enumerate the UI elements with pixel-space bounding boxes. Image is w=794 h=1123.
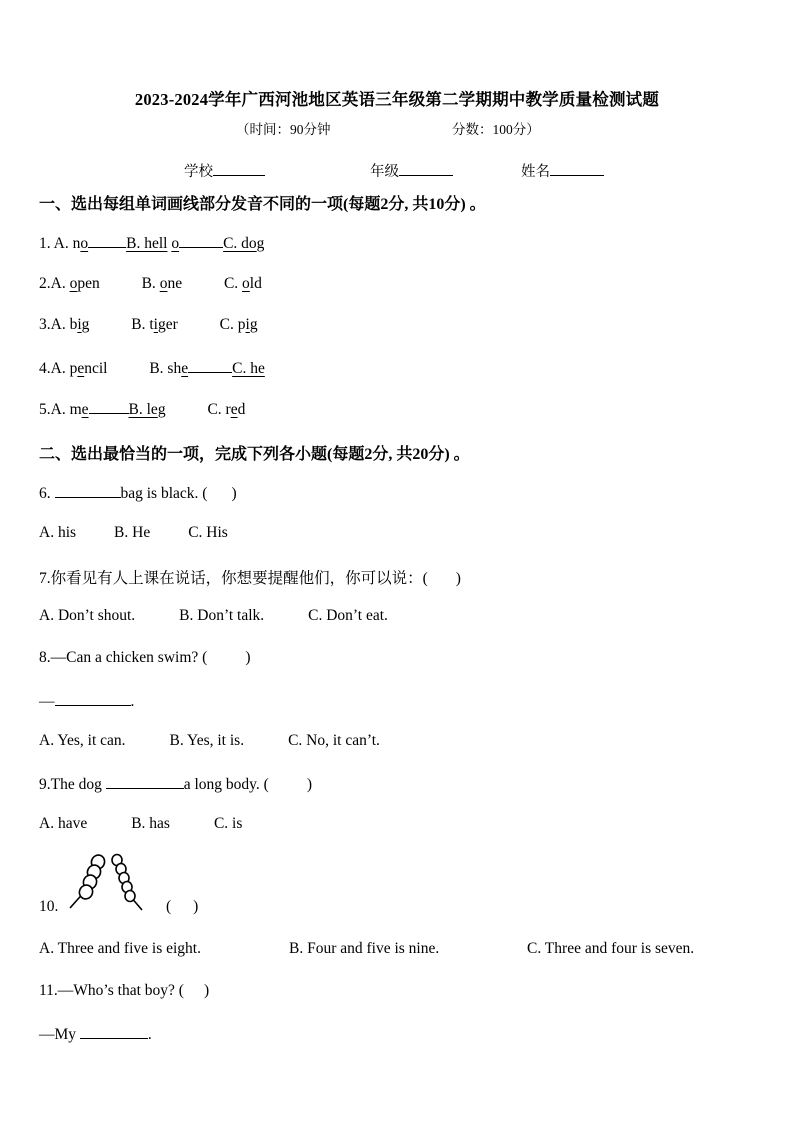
q3-option-b-underline: i — [153, 316, 158, 333]
q1-option-b-underline: o — [171, 235, 180, 252]
q8-answer-line — [39, 691, 134, 711]
q10-parens — [166, 898, 198, 916]
q4-option-b: B. sh — [149, 360, 182, 377]
q7-close-paren: ) — [455, 570, 461, 587]
q3-option-c-rest: g — [249, 316, 258, 333]
q1-option-c-underline: o — [248, 235, 257, 252]
q6-option-c: C. His — [188, 524, 228, 541]
q6-option-a: A. his — [39, 524, 77, 541]
q8-options — [39, 732, 380, 750]
q9-close-paren: ) — [306, 776, 312, 793]
q11-blank — [80, 1024, 148, 1039]
name-label: 姓名 — [521, 164, 550, 180]
question-9 — [39, 774, 312, 794]
q11-period: . — [147, 1026, 152, 1043]
q5-option-a-underline: e — [81, 401, 89, 418]
q2-option-b: B. — [141, 275, 160, 292]
q10-option-a: A. Three and five is eight. — [39, 940, 201, 957]
q6-option-b: B. He — [114, 524, 151, 541]
q5-option-c-underline: e — [230, 401, 238, 418]
q10-option-c: C. Three and four is seven. — [527, 940, 695, 957]
q1-option-c-rest: g — [256, 235, 265, 252]
q3-option-a: A. b — [50, 316, 78, 333]
q2-option-c-rest: ld — [249, 275, 262, 292]
question-3 — [39, 316, 258, 334]
question-1 — [39, 233, 264, 253]
q6-number: 6. — [39, 485, 55, 502]
q11-close-paren: ) — [203, 982, 210, 999]
q6-stem: bag is black. ( — [120, 485, 208, 502]
school-field — [184, 160, 265, 181]
q5-number: 5. — [39, 401, 51, 418]
q10-close-paren: ) — [193, 898, 199, 915]
q10-option-b: B. Four and five is nine. — [289, 940, 440, 957]
q9-option-a: A. have — [39, 815, 88, 832]
score-info: 分数：100分） — [452, 122, 540, 137]
q7-option-b: B. Don’t talk. — [179, 607, 265, 624]
q9-option-b: B. has — [131, 815, 170, 832]
question-5 — [39, 399, 245, 419]
q1-option-b: B. hell — [126, 235, 168, 252]
q9-options — [39, 815, 242, 833]
q9-blank — [106, 774, 184, 789]
question-2 — [39, 275, 262, 293]
q3-option-c-underline: i — [245, 316, 250, 333]
q8-close-paren: ) — [245, 649, 251, 666]
q2-number: 2. — [39, 275, 51, 292]
q11-answer-start: —My — [39, 1026, 80, 1043]
q3-option-b: B. t — [131, 316, 154, 333]
q4-option-a: A. p — [50, 360, 78, 377]
q6-blank — [55, 483, 121, 498]
question-7 — [39, 566, 461, 588]
q9-option-c: C. is — [213, 815, 243, 832]
q4-option-c-underline: e — [257, 360, 265, 377]
q2-option-c: C. — [223, 275, 243, 292]
q3-option-c: C. p — [219, 316, 246, 333]
q5-option-b: B. l — [128, 401, 151, 418]
skewer-right-icon — [112, 855, 142, 911]
q3-option-b-rest: ger — [157, 316, 178, 333]
q8-option-c: C. No, it can’t. — [288, 732, 380, 749]
grade-blank — [399, 161, 453, 176]
school-label: 学校 — [184, 164, 213, 180]
q3-number: 3. — [39, 316, 51, 333]
q2-option-c-underline: o — [242, 275, 250, 292]
q8-period: . — [130, 693, 135, 710]
q9-stem-start: 9.The dog — [39, 776, 106, 793]
q8-option-b: B. Yes, it is. — [169, 732, 245, 749]
q10-open-paren: ( — [166, 898, 172, 915]
q1-option-c: C. d — [223, 235, 249, 252]
q2-option-a-underline: o — [69, 275, 78, 292]
question-4 — [39, 358, 265, 378]
q5-option-a: A. m — [50, 401, 82, 418]
q11-answer-line — [39, 1024, 152, 1044]
q7-option-c: C. Don’t eat. — [308, 607, 388, 624]
time-info: （时间：90分钟 — [236, 122, 331, 137]
question-8 — [39, 649, 250, 667]
skewer-left-icon — [70, 853, 107, 908]
school-blank — [213, 161, 265, 176]
name-field — [521, 160, 604, 181]
q7-options — [39, 607, 388, 625]
q8-dash: — — [39, 693, 55, 710]
q1-option-a-underline: o — [80, 235, 89, 252]
q6-options — [39, 524, 228, 542]
q8-blank — [55, 691, 131, 706]
q8-stem: 8.—Can a chicken swim? ( — [39, 649, 208, 666]
q5-option-b-underline: e — [150, 401, 158, 418]
q2-option-b-underline: o — [159, 275, 168, 292]
q2-option-a: A. — [50, 275, 70, 292]
q6-close-paren: ) — [231, 485, 237, 502]
q9-stem-end: a long body. ( — [183, 776, 269, 793]
q3-option-a-rest: g — [81, 316, 90, 333]
section1-title: 一、选出每组单词画线部分发音不同的一项(每题2分, 共10分) 。 — [39, 196, 486, 213]
grade-label: 年级 — [370, 164, 399, 180]
name-blank — [550, 161, 604, 176]
q5-option-b-rest: g — [157, 401, 166, 418]
q10-number: 10. — [39, 898, 59, 915]
skewer-illustration — [62, 852, 152, 914]
q11-stem: 11.—Who’s that boy? ( — [39, 982, 184, 999]
question-11 — [39, 982, 209, 1000]
q2-option-a-rest: pen — [77, 275, 100, 292]
question-6 — [39, 483, 237, 503]
q4-option-a-underline: e — [77, 360, 85, 377]
q1-number: 1. — [39, 235, 54, 252]
q5-option-c-rest: d — [237, 401, 246, 418]
q3-option-a-underline: i — [77, 316, 82, 333]
q1-option-a: A. n — [53, 235, 81, 252]
q4-option-c: C. h — [232, 360, 258, 377]
q4-option-a-rest: ncil — [84, 360, 108, 377]
q2-option-b-rest: ne — [167, 275, 183, 292]
q4-option-b-underline: e — [181, 360, 189, 377]
q5-option-c: C. r — [207, 401, 231, 418]
q7-option-a: A. Don’t shout. — [39, 607, 136, 624]
q4-number: 4. — [39, 360, 51, 377]
q8-option-a: A. Yes, it can. — [39, 732, 126, 749]
section2-title: 二、选出最恰当的一项，完成下列各小题(每题2分, 共20分) 。 — [39, 446, 470, 463]
grade-field — [370, 160, 453, 181]
q7-stem: 7.你看见有人上课在说话，你想要提醒他们，你可以说：( — [39, 570, 428, 587]
page-title: 2023-2024学年广西河池地区英语三年级第二学期期中教学质量检测试题 — [134, 90, 660, 109]
